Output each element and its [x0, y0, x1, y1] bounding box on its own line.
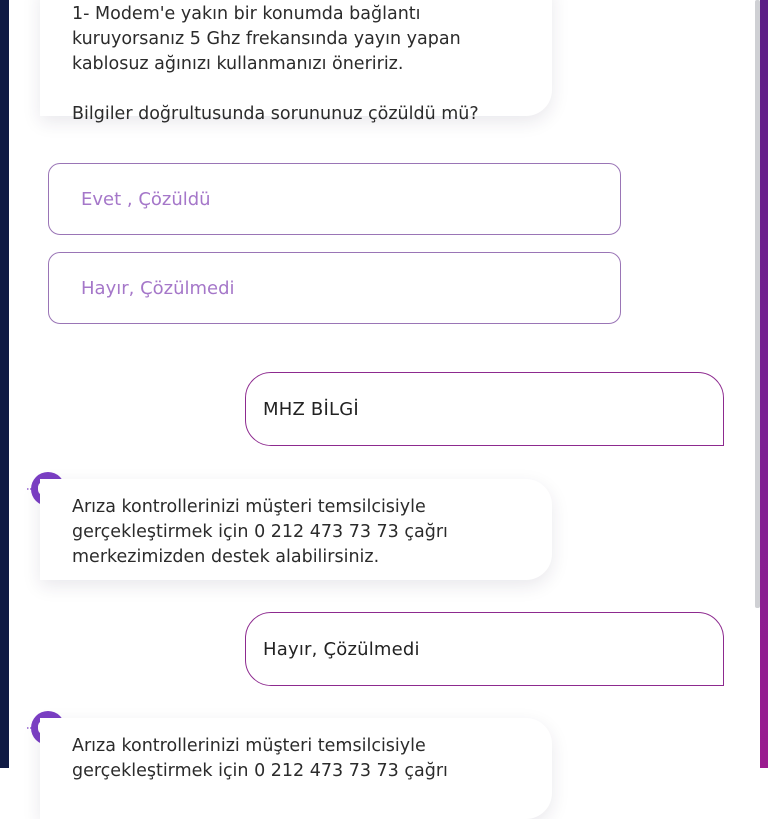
right-edge	[760, 0, 768, 768]
bot-message-bubble	[40, 718, 552, 819]
option-no-button[interactable]: Hayır, Çözülmedi	[48, 252, 621, 324]
user-message-bubble: MHZ BİLGİ	[245, 372, 724, 446]
left-edge	[0, 0, 9, 768]
chat-window[interactable]	[9, 0, 755, 781]
bot-message-bubble	[40, 479, 552, 580]
option-yes-button[interactable]: Evet , Çözüldü	[48, 163, 621, 235]
bot-message-text: Arıza kontrollerinizi müşteri temsilcisiyle gerçekleştirmek için 0 212 473 73 73 çağrı merkezimizden destek alabilirsiniz.	[72, 497, 448, 567]
user-message-bubble: Hayır, Çözülmedi	[245, 612, 724, 686]
bot-message-text: Arıza kontrollerinizi müşteri temsilcisiyle gerçekleştirmek için 0 212 473 73 73 çağrı	[72, 736, 448, 781]
bot-message-text: 1- Modem'e yakın bir konumda bağlantı kuruyorsanız 5 Ghz frekansında yayın yapan kablosuz ağınızı kullanmanızı öneririz. Bilgiler doğrultusunda sorununuz çözüldü mü?	[72, 4, 479, 124]
bot-message-bubble	[40, 0, 552, 124]
